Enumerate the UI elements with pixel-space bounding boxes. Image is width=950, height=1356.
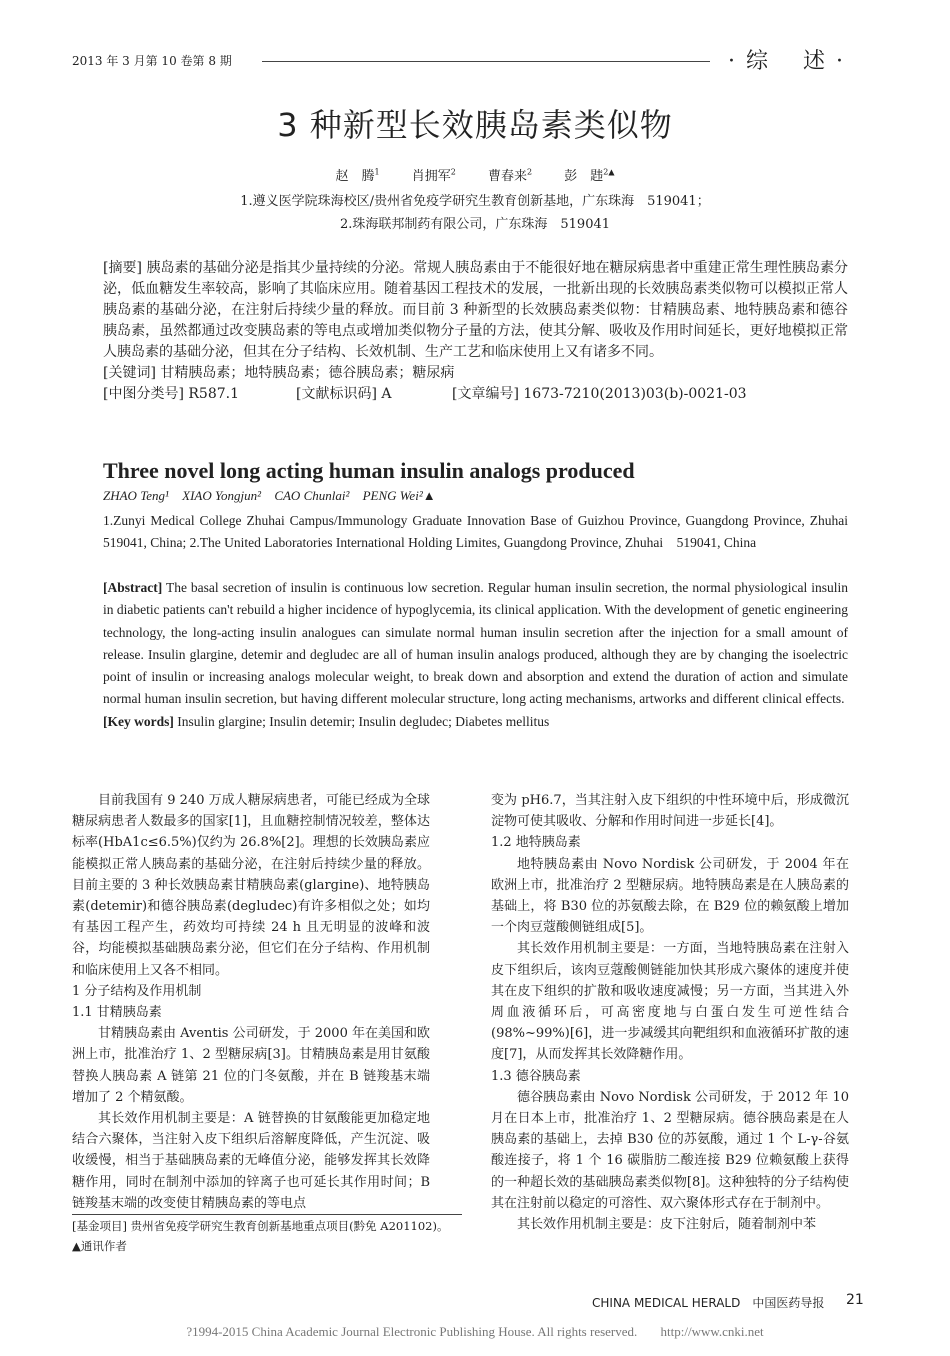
- subsection-heading: 1.1 甘精胰岛素: [72, 1005, 162, 1021]
- page-number: 21: [846, 1292, 864, 1308]
- affiliation-1: 1.遵义医学院珠海校区/贵州省免疫学研究生教育创新基地，广东珠海 519041；: [240, 194, 710, 209]
- paragraph: 变为 pH6.7，当其注射入皮下组织的中性环境中后，形成微沉淀物可使其吸收、分解和作用时间进一步延长[4]。: [491, 793, 849, 830]
- cn-abstract-block: [103, 258, 848, 405]
- paragraph: 其长效作用机制主要是：A 链替换的甘氨酸能更加稳定地结合六聚体，当注射入皮下组织后溶解度降低，产生沉淀、吸收缓慢，相当于基础胰岛素的无峰值分泌，能够发挥其长效降糖作用，同时在制剂中添加的锌离子也可延长其作用时间；B 链羧基末端的改变使甘精胰岛素的等电点: [72, 1111, 430, 1211]
- author: 彭 韪$^{2▲}$: [564, 167, 615, 184]
- author: 曹春来$^2$: [487, 167, 533, 184]
- author: 赵 腾$^1$: [335, 167, 380, 184]
- paragraph: 其长效作用机制主要是：皮下注射后，随着制剂中苯: [517, 1217, 817, 1233]
- affiliation-2: 2.珠海联邦制药有限公司，广东珠海 519041: [339, 217, 611, 232]
- english-authors: ZHAO Teng¹ XIAO Yongjun² CAO Chunlai² PENG Wei²▲: [103, 488, 436, 503]
- author-list: [0, 165, 950, 184]
- section-heading: 1 分子结构及作用机制: [72, 983, 202, 999]
- subsection-heading: 1.2 地特胰岛素: [491, 835, 581, 851]
- english-title: Three novel long acting human insulin analogs produced: [103, 458, 635, 483]
- cn-abstract: [摘要] 胰岛素的基础分泌是指其少量持续的分泌。常规人胰岛素由于不能很好地在糖尿病患者中重建正常生理性胰岛素分泌，低血糖发生率较高，影响了其临床应用。随着基因工程技术的发展，一批新出现的长效胰岛素类似物可以模拟正常人胰岛素的基础分泌，在注射后持续少量的释放。而目前 3 种新型的长效胰岛素类似物：甘精胰岛素、地特胰岛素和德谷胰岛素，虽然都通过改变胰岛素的等电点或增加类似物分子量的方法，使其分解、吸收及作用时间延长，更好地模拟正常人胰岛素的基础分泌，但其在分子结构、长效机制、生产工艺和临床使用上又有诸多不同。: [103, 260, 848, 360]
- journal-name: CHINA MEDICAL HERALD 中国医药导报: [592, 1296, 825, 1310]
- author: 肖拥军$^2$: [411, 167, 456, 184]
- paragraph: 目前我国有 9 240 万成人糖尿病患者，可能已经成为全球糖尿病患者人数最多的国家[1]，且血糖控制情况较差，整体达标率(HbA1c≤6.5%)仅约为 26.8%[2]。理想的长效胰岛素应能模拟正常人胰岛素的基础分泌，在注射后持续少量的释放。目前主要的 3 种长效胰岛素甘精胰岛素(glargine)、地特胰岛素(detemir)和德谷胰岛素(degludec)有许多相似之处；如均有基因工程产生，药效均可持续 24 h 且无明显的波峰和波谷，均能模拟基础胰岛素分泌，但它们在分子结构、作用机制和临床使用上又各不相同。: [72, 793, 430, 978]
- body-column-left: [72, 790, 430, 1214]
- article-title: 3 种新型长效胰岛素类似物: [277, 106, 673, 144]
- english-affiliation: 1.Zunyi Medical College Zhuhai Campus/Immunology Graduate Innovation Base of Guizhou Province, Guangdong Province, Zhuhai 519041, China; 2.The United Laboratories International Holding Limites, Guangdong Province, Zhuhai 519041, China: [103, 513, 862, 551]
- paragraph: 甘精胰岛素由 Aventis 公司研发，于 2000 年在美国和欧洲上市，批准治疗 1、2 型糖尿病[3]。甘精胰岛素是用甘氨酸替换人胰岛素 A 链第 21 位的门冬氨酸，并在 B 链羧基末端增加了 2 个精氨酸。: [72, 1026, 430, 1105]
- header-rule: [262, 61, 710, 62]
- funding-footnote: [基金项目] 贵州省免疫学研究生教育创新基地重点项目(黔免 A201102)。: [72, 1219, 449, 1233]
- classification-row: [103, 384, 848, 405]
- subsection-heading: 1.3 德谷胰岛素: [491, 1068, 581, 1084]
- corresponding-author-note: ▲通讯作者: [72, 1239, 127, 1253]
- copyright-watermark: ?1994-2015 China Academic Journal Electronic Publishing House. All rights reserved. http://www.cnki.net: [186, 1324, 764, 1339]
- footnote-rule: [72, 1214, 462, 1215]
- article-number: [文章编号] 1673-7210(2013)03(b)-0021-03: [452, 386, 747, 402]
- section-label: · 综 述 ·: [728, 49, 845, 74]
- paragraph: 地特胰岛素由 Novo Nordisk 公司研发，于 2004 年在欧洲上市，批准治疗 2 型糖尿病。地特胰岛素是在人胰岛素的基础上，将 B30 位的苏氨酸去除，在 B29 位的赖氨酸上增加一个肉豆蔻酸侧链组成[5]。: [491, 856, 849, 936]
- cn-keywords: [关键词] 甘精胰岛素；地特胰岛素；德谷胰岛素；糖尿病: [103, 365, 455, 381]
- body-column-right: [491, 790, 849, 1235]
- english-abstract: [Abstract] The basal secretion of insulin is continuous low secretion. Regular human insulin secretion, the normal physiological insulin in diabetic patients can't rebuild a higher incidence of hypoglycemia, its clinical application. With the development of genetic engineering technology, the long-acting insulin analogues can simulate normal human insulin secretion after the injection for a small amount of release. Insulin glargine, detemir and degludec are all of human insulin analogs produced, although they are by changing the isoelectric point of insulin or increasing analogs molecular weight, to break down and absorption and extend the duration of action and simulate normal human insulin secretion, but having different molecular structure, long acting mechanisms, artworks and different clinical effects. [Key words] Insulin glargine; Insulin detemir; Insulin degludec; Diabetes mellitus: [103, 580, 849, 729]
- document-code: [文献标识码] A: [296, 386, 392, 402]
- cnki-link[interactable]: http://www.cnki.net: [660, 1324, 764, 1339]
- issue-info: 2013 年 3 月第 10 卷第 8 期: [72, 54, 232, 68]
- paragraph: 德谷胰岛素由 Novo Nordisk 公司研发，于 2012 年 10 月在日本上市，批准治疗 1、2 型糖尿病。德谷胰岛素是在人胰岛素的基础上，去掉 B30 位的苏氨酸，通过 1 个 L-γ-谷氨酸连接子，将 1 个 16 碳脂肪二酸连接 B29 位赖氨酸上获得的一种超长效的基础胰岛素类似物[8]。这种独特的分子结构使其在注射前以稳定的可溶性、双六聚体形式存在于制剂中。: [491, 1089, 849, 1211]
- clc-number: [中图分类号] R587.1: [103, 386, 239, 402]
- paragraph: 其长效作用机制主要是：一方面，当地特胰岛素在注射入皮下组织后，该肉豆蔻酸侧链能加快其形成六聚体的速度并使其在皮下组织的扩散和吸收速度减慢；另一方面，当其进入外周血液循环后，可高密度地与白蛋白发生可逆性结合(98%~99%)[6]，进一步减缓其向靶组织和血液循环扩散的速度[7]，从而发挥其长效降糖作用。: [491, 941, 849, 1063]
